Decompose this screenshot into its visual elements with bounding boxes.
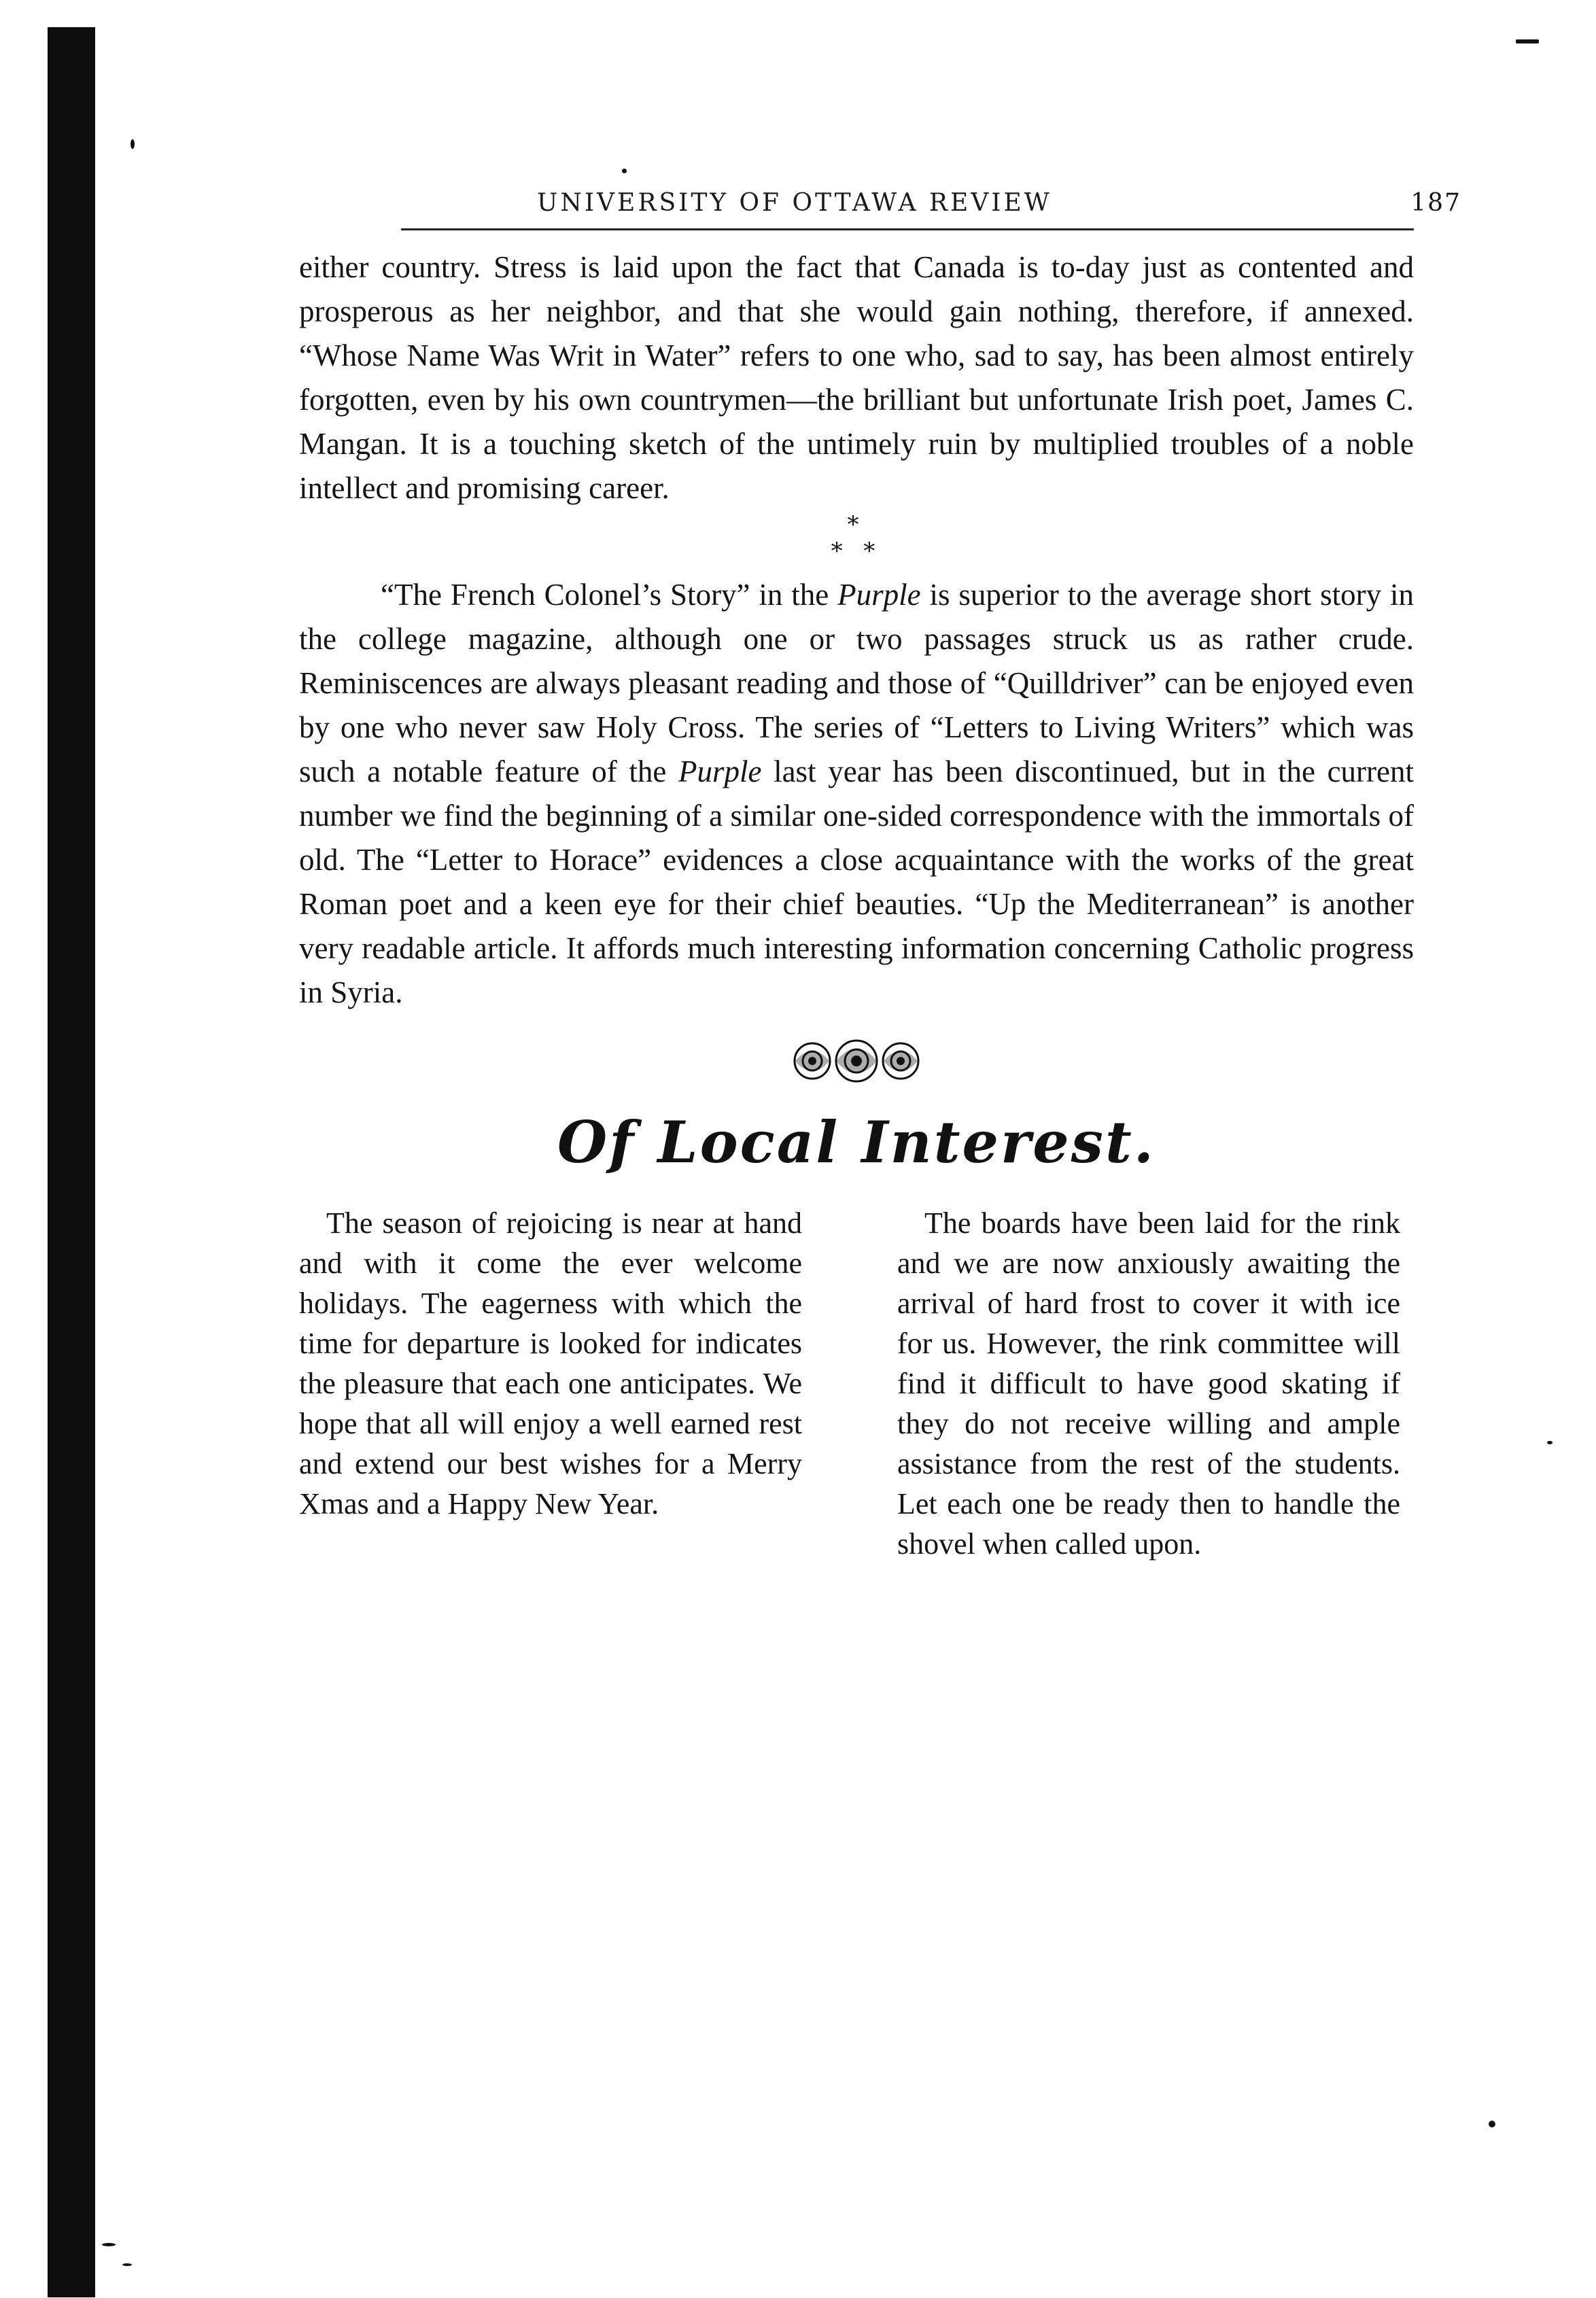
- scan-speck: [131, 139, 135, 149]
- asterism-bottom-stars: * *: [831, 538, 882, 565]
- scan-speck: [1516, 39, 1539, 43]
- scan-speck: [122, 2263, 132, 2266]
- right-column: [897, 1203, 1400, 1564]
- running-title: UNIVERSITY OF OTTAWA REVIEW: [537, 189, 1052, 217]
- left-column: [299, 1203, 802, 1564]
- paragraph-rink: The boards have been laid for the rink and we are now anxiously awaiting the arrival of hard frost to cover it with ice for us. However, the rink committee will find it difficult to have good skating if they do not receive willing and ample assistance from the rest of the students. Let each one be ready then to handle the shovel when called upon.: [897, 1206, 1400, 1561]
- paragraph-purple-text-e: last year has been discontinued, but in the current number we find the beginning of a similar one-sided correspondence with the immortals of old. The “Letter to Horace” evidences a close acquaintance with the works of the great Roman poet and a keen eye for their chief beauties. “Up the Mediterranean” is another very readable article. It affords much interesting information concerning Catholic progress in Syria.: [299, 754, 1414, 1009]
- paragraph-purple-text-c: is superior to the average short story in the college magazine, although one or two passages struck us as rather crude. Reminiscences are always pleasant reading and those of “Quilldriver” can be enjoyed even by one who never saw Holy Cross. The series of “Letters to Living Writers” which was such a notable feature of the: [299, 578, 1414, 788]
- scan-speck: [622, 169, 627, 173]
- asterism-divider: [299, 511, 1414, 569]
- section-heading: Of Local Interest.: [557, 1109, 1156, 1176]
- paragraph-annexation-mangan: either country. Stress is laid upon the fact that Canada is to-day just as contented and prosperous as her neighbor, and that she would gain nothing, therefore, if annexed. “Whose Name Was Writ in Water” refers to one who, sad to say, has been almost entirely forgotten, even by his own countrymen—the brilliant but unfortunate Irish poet, James C. Mangan. It is a touching sketch of the untimely ruin by multiplied troubles of a noble intellect and promising career.: [299, 250, 1414, 505]
- magazine-title-purple: Purple: [678, 754, 762, 788]
- page-number: 187: [1410, 189, 1461, 217]
- two-column-section: [299, 1203, 1400, 1564]
- asterism-top-star: *: [847, 511, 866, 538]
- paragraph-purple-text-a: “The French Colonel’s Story” in the: [381, 578, 838, 612]
- paragraph-holidays: The season of rejoicing is near at hand and with it come the ever welcome holidays. The eagerness with which the time for departure is looked for indicates the pleasure that each one anticipates. We hope that all will enjoy a well earned rest and extend our best wishes for a Merry Xmas and a Happy New Year.: [299, 1206, 802, 1520]
- scan-speck: [1489, 2121, 1495, 2127]
- scan-speck: [1547, 1441, 1552, 1444]
- floral-ornament-icon: [782, 1034, 931, 1088]
- running-head: [401, 184, 1461, 230]
- scan-speck: [102, 2243, 116, 2246]
- page-body: [299, 184, 1461, 1564]
- paragraph-purple-review: [299, 573, 1414, 1015]
- magazine-title-purple: Purple: [837, 578, 921, 612]
- scan-binding-edge: [48, 27, 95, 2297]
